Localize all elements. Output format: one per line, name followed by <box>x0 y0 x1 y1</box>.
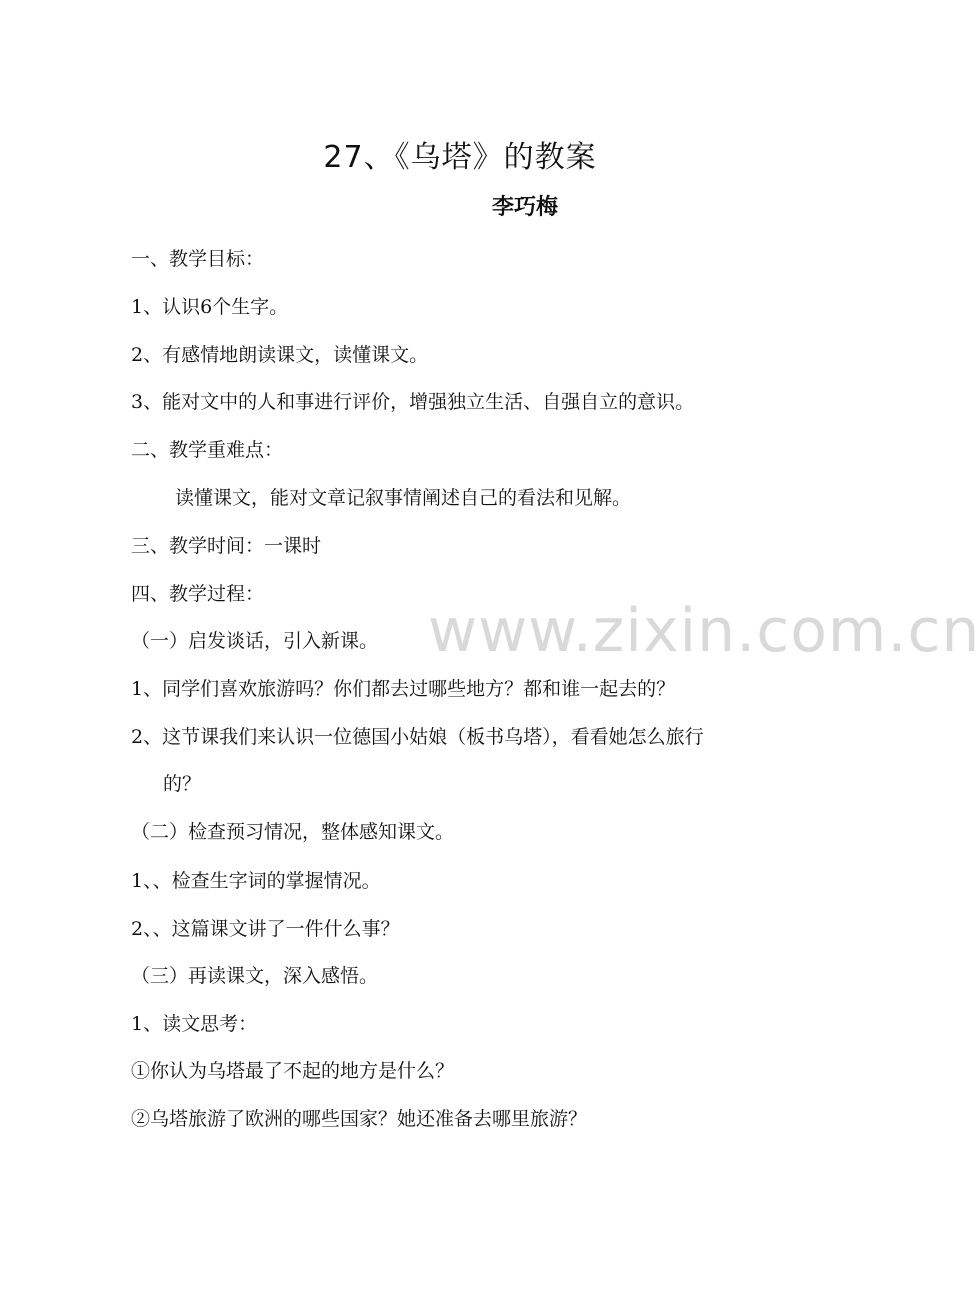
key-points-text: 读懂课文，能对文章记叙事情阐述自己的看法和见解。 <box>175 487 632 509</box>
objective-item-2: 2、有感情地朗读课文，读懂课文。 <box>131 344 429 366</box>
step-heading-1: （一）启发谈话，引入新课。 <box>131 630 379 652</box>
step-1-item-2-continued: 的？ <box>163 773 202 795</box>
step-1-item-2: 2、这节课我们来认识一位德国小姑娘（板书乌塔），看看她怎么旅行 <box>131 726 704 748</box>
step-heading-3: （三）再读课文，深入感悟。 <box>131 965 379 987</box>
objective-item-3: 3、能对文中的人和事进行评价，增强独立生活、自强自立的意识。 <box>131 391 695 413</box>
author-name: 李巧梅 <box>492 195 559 220</box>
section-heading-time: 三、教学时间：一课时 <box>131 535 322 557</box>
step-2-item-2: 2、、这篇课文讲了一件什么事？ <box>131 918 400 940</box>
question-1: ①你认为乌塔最了不起的地方是什么？ <box>131 1060 455 1082</box>
section-heading-objectives: 一、教学目标： <box>131 248 265 270</box>
step-heading-2: （二）检查预习情况，整体感知课文。 <box>131 821 455 843</box>
step-1-item-1: 1、同学们喜欢旅游吗？你们都去过哪些地方？都和谁一起去的？ <box>131 678 676 700</box>
document-title: 27、《乌塔》的教案 <box>323 140 597 175</box>
question-2: ②乌塔旅游了欧洲的哪些国家？她还准备去哪里旅游？ <box>131 1108 588 1130</box>
step-2-item-1: 1、、检查生字词的掌握情况。 <box>131 870 381 892</box>
step-3-item-1: 1、读文思考： <box>131 1013 258 1035</box>
objective-item-1: 1、认识6个生字。 <box>131 296 289 318</box>
watermark-text: www.zixin.com.cn <box>428 596 980 666</box>
section-heading-process: 四、教学过程： <box>131 583 265 605</box>
section-heading-key-points: 二、教学重难点： <box>131 439 284 461</box>
